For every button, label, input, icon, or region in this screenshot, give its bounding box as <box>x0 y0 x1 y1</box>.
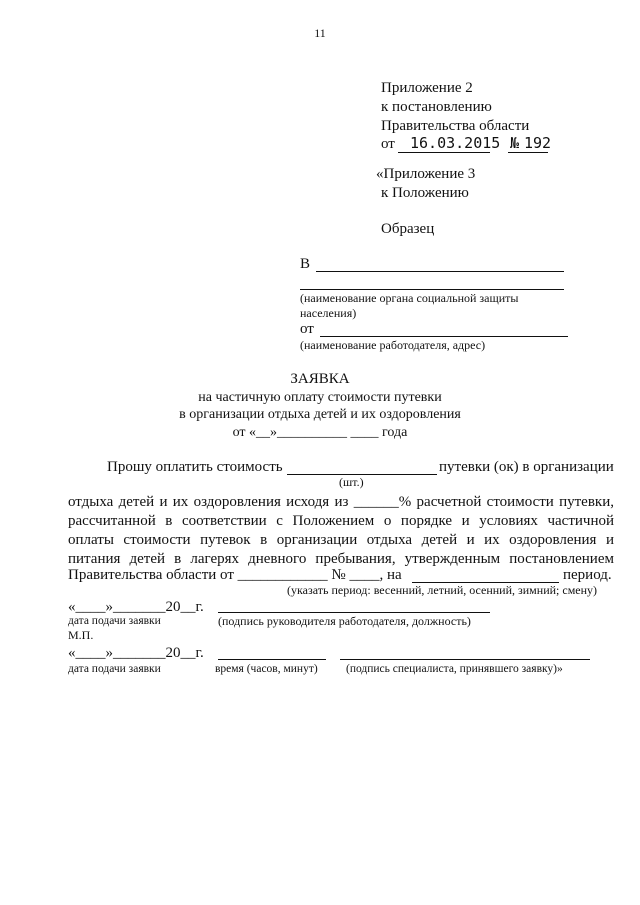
title-line-3: от «__»__________ ____ года <box>232 425 408 440</box>
to-prefix: В <box>300 256 311 272</box>
from-caption: (наименование работодателя, адрес) <box>300 338 486 352</box>
body-line-2: отдыха детей и их оздоровления исходя из ______% расчетной стоимости путевки, <box>68 494 614 510</box>
title-line-2: в организации отдыха детей и их оздоровления <box>179 407 461 422</box>
to-field-line <box>316 271 564 272</box>
appendix-line-2: к постановлению <box>381 99 492 115</box>
sample-label: Образец <box>381 221 435 237</box>
appendix-line-3: Правительства области <box>381 118 530 134</box>
page-number: 11 <box>314 26 326 40</box>
body-line-6-end: период. <box>563 567 612 583</box>
appendix-line-1: Приложение 2 <box>381 80 473 96</box>
signature-caption-2: (подпись специалиста, принявшего заявку)» <box>346 663 563 675</box>
period-caption: (указать период: весенний, летний, осенний, зимний; смену) <box>287 583 598 597</box>
signature-line-1 <box>218 612 490 613</box>
appendix-date-underline <box>398 152 490 153</box>
appendix-date: 16.03.2015 <box>410 134 501 152</box>
time-caption: время (часов, минут) <box>215 663 318 675</box>
signature-date-2: «____»_______20__г. <box>68 645 204 661</box>
title-line-1: на частичную оплату стоимости путевки <box>198 390 442 405</box>
appendix-number: 192 <box>524 134 552 152</box>
from-field-line <box>320 336 568 337</box>
date-caption-1: дата подачи заявки <box>68 615 161 627</box>
body-line-3: рассчитанной в соответствии с Положением о порядке и условиях частичной <box>68 513 614 529</box>
to-caption-1: (наименование органа социальной защиты <box>300 291 519 305</box>
appendix3-line-2: к Положению <box>381 185 469 201</box>
appendix-date-prefix: от <box>381 136 395 152</box>
signature-line-2 <box>340 659 590 660</box>
signature-caption-1: (подпись руководителя работодателя, должность) <box>218 614 471 628</box>
from-prefix: от <box>300 321 314 337</box>
pcs-caption: (шт.) <box>339 475 364 489</box>
body-line-1-start: Прошу оплатить стоимость <box>107 459 283 475</box>
body-line-5: питания детей в лагерях дневного пребывания, утвержденным постановлением <box>68 551 614 567</box>
appendix-number-sign: № <box>510 134 520 152</box>
body-line-1-end: путевки (ок) в организации <box>439 459 614 475</box>
to-caption-2: населения) <box>300 306 357 320</box>
stamp-label: М.П. <box>68 628 94 642</box>
time-field-line <box>218 659 326 660</box>
document-heading: ЗАЯВКА <box>290 371 350 387</box>
appendix-number-underline <box>508 152 548 153</box>
body-line-4: оплаты стоимости путевок в организации отдыха детей и их оздоровления и <box>68 532 614 548</box>
body-line-6-start: Правительства области от ____________ № ____, на <box>68 567 402 583</box>
date-caption-2: дата подачи заявки <box>68 663 161 675</box>
appendix3-line-1: «Приложение 3 <box>376 166 476 182</box>
to-field-line-2 <box>300 289 564 290</box>
signature-date-1: «____»_______20__г. <box>68 599 204 615</box>
